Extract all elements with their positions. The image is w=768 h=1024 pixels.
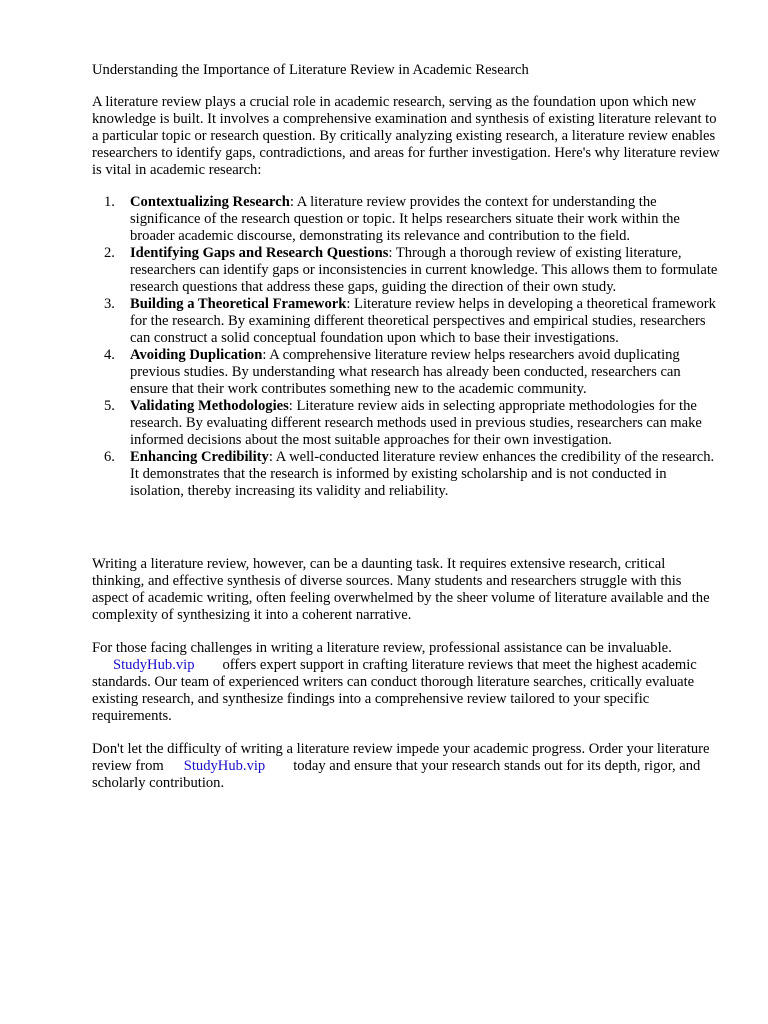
list-item-heading: Identifying Gaps and Research Questions <box>130 245 389 261</box>
list-item <box>92 194 720 245</box>
list-item-text: : Literature review helps in developing a theoretical framework for the research. By examining different theoretical perspectives and empirical studies, researchers can construct a solid conceptual foundation upon which to base their investigations. <box>130 296 716 346</box>
list-item <box>92 398 720 449</box>
list-item <box>92 296 720 347</box>
writing-paragraph: Writing a literature review, however, can be a daunting task. It requires extensive research, critical thinking, and effective synthesis of diverse sources. Many students and researchers struggle with this aspect of academic writing, often feeling overwhelmed by the sheer volume of literature available and the complexity of synthesizing it into a coherent narrative. <box>92 556 710 623</box>
list-item <box>92 347 720 398</box>
list-number: 4. <box>104 347 115 363</box>
closing-rest-text: today and ensure that your research stands out for its depth, rigor, and scholarly contribution. <box>92 758 701 791</box>
list-item-text: : A literature review provides the context for understanding the significance of the research question or topic. It helps researchers situate their work within the broader academic discourse, demonstrating its relevance and contribution to the field. <box>130 194 680 244</box>
list-number: 5. <box>104 398 115 414</box>
challenges-lead-text: For those facing challenges in writing a literature review, professional assistance can be invaluable. <box>92 640 672 656</box>
list-item-text: : A well-conducted literature review enhances the credibility of the research. It demonstrates that the research is informed by existing scholarship and is not conducted in isolation, thereby increasing its validity and reliability. <box>130 449 715 499</box>
list-number: 6. <box>104 449 115 465</box>
studyhub-link[interactable]: StudyHub.vip <box>183 758 266 774</box>
list-item-heading: Validating Methodologies <box>130 398 289 414</box>
list-item-heading: Contextualizing Research <box>130 194 290 210</box>
list-item-heading: Building a Theoretical Framework <box>130 296 347 312</box>
list-item-heading: Avoiding Duplication <box>130 347 263 363</box>
list-item-heading: Enhancing Credibility <box>130 449 269 465</box>
challenges-rest-text: offers expert support in crafting literature reviews that meet the highest academic standards. Our team of experienced writers can conduct thorough literature searches, critically evaluate existing research, and synthesize findings into a comprehensive review tailored to your specific requirements. <box>92 657 697 724</box>
list-item-text: : Literature review aids in selecting appropriate methodologies for the research. By evaluating different research methods used in previous studies, researchers can make informed decisions about the most suitable approaches for their own investigation. <box>130 398 702 448</box>
list-item <box>92 449 720 500</box>
list-item-text: : Through a thorough review of existing literature, researchers can identify gaps or inconsistencies in current knowledge. This allows them to formulate research questions that address these gaps, guiding the direction of their own study. <box>130 245 718 295</box>
list-item-text: : A comprehensive literature review helps researchers avoid duplicating previous studies. By understanding what research has already been conducted, researchers can ensure that their work contributes something new to the academic community. <box>130 347 681 397</box>
reasons-list <box>92 194 720 500</box>
list-number: 1. <box>104 194 115 210</box>
challenges-paragraph <box>92 640 720 725</box>
list-number: 2. <box>104 245 115 261</box>
list-number: 3. <box>104 296 115 312</box>
studyhub-link[interactable]: StudyHub.vip <box>113 657 195 673</box>
document-title: Understanding the Importance of Literature Review in Academic Research <box>92 62 529 78</box>
list-item <box>92 245 720 296</box>
intro-paragraph: A literature review plays a crucial role in academic research, serving as the foundation upon which new knowledge is built. It involves a comprehensive examination and synthesis of existing literature relevant to a particular topic or research question. By critically analyzing existing research, a literature review enables researchers to identify gaps, contradictions, and areas for further investigation. Here's why literature review is vital in academic research: <box>92 94 720 178</box>
closing-paragraph <box>92 741 720 792</box>
closing-lead-text: Don't let the difficulty of writing a literature review impede your academic progress. Order your literature review from <box>92 741 710 774</box>
